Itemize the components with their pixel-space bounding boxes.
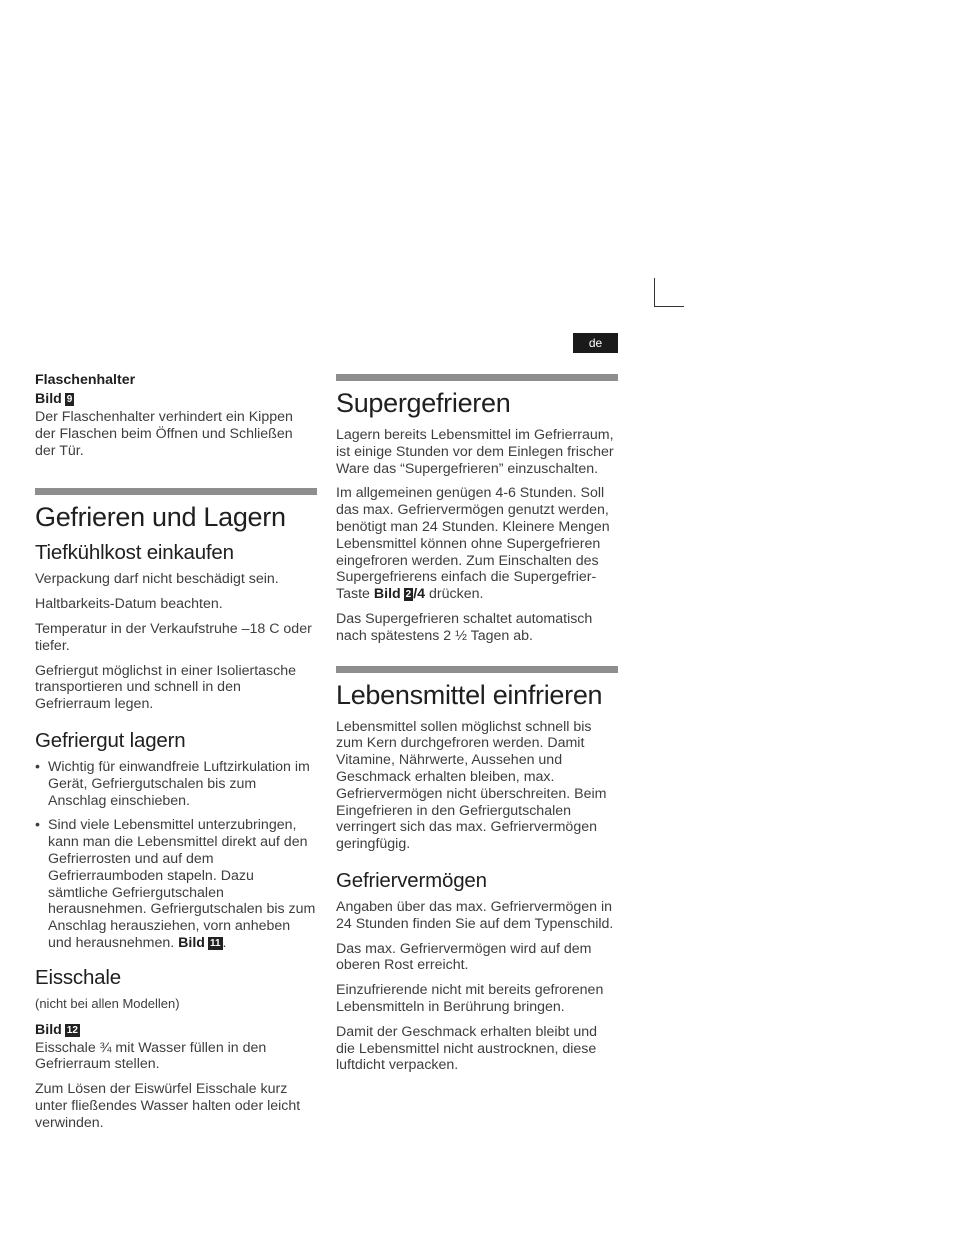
bullet-icon: •: [35, 817, 40, 834]
supergefrieren-p2: [336, 485, 618, 603]
gefriervermoegen-p2: Das max. Gefriervermögen wird auf dem oberen Rost erreicht.: [336, 940, 592, 974]
tiefkuehlkost-p2: Haltbarkeits-Datum beachten.: [35, 596, 223, 613]
figure-ref-suffix: /4: [413, 586, 426, 603]
tiefkuehlkost-p3: Temperatur in der Verkaufstruhe –18 C oder tiefer.: [35, 620, 312, 654]
subsection-title-eisschale: Eisschale: [35, 965, 121, 989]
supergefrieren-p3: Das Supergefrieren schaltet automatisch nach spätestens 2 ½ Tagen ab.: [336, 610, 593, 644]
eisschale-bild-ref: [35, 1021, 317, 1040]
subsection-title-tiefkuehlkost: Tiefkühlkost einkaufen: [35, 541, 234, 565]
list-item-text: Wichtig für einwandfreie Luftzirkulation im Gerät, Gefriergutschalen bis zum Anschlag einschieben.: [48, 758, 310, 809]
subsection-title-gefriervermoegen: Gefriervermögen: [336, 868, 487, 892]
supergefrieren-p1: Lagern bereits Lebensmittel im Gefrierraum, ist einige Stunden vor dem Einlegen frischer Ware das “Supergefrieren” einzuschalten.: [336, 427, 614, 477]
bild-label: Bild: [373, 586, 401, 603]
flaschenhalter-title: Flaschenhalter: [35, 372, 136, 388]
figure-number-badge: 2: [405, 589, 412, 601]
section-rule: [35, 488, 317, 495]
left-column: [35, 371, 317, 1140]
figure-number-badge: 11: [209, 937, 221, 949]
gefriervermoegen-p1: Angaben über das max. Gefriervermögen in 24 Stunden finden Sie auf dem Typenschild.: [336, 898, 614, 932]
language-tag: de: [573, 333, 618, 353]
section-title-supergefrieren: Supergefrieren: [336, 388, 511, 418]
eisschale-p2: Zum Lösen der Eiswürfel Eisschale kurz unter fließendes Wasser halten oder leicht verwinden.: [35, 1081, 301, 1131]
gefriergut-list: [35, 759, 317, 952]
flaschenhalter-bild-ref: [35, 390, 317, 409]
supergefrieren-p2-end: drücken.: [429, 586, 484, 603]
figure-number-badge: 12: [66, 1024, 78, 1036]
gefriervermoegen-p4: Damit der Geschmack erhalten bleibt und die Lebensmittel nicht austrocknen, diese luftdicht verpacken.: [336, 1023, 598, 1074]
crop-mark: [654, 278, 684, 307]
list-item: [35, 759, 317, 809]
list-item-text: Sind viele Lebensmittel unterzubringen, kann man die Lebensmittel direkt auf den Gefrierrosten und auf dem Gefrierraumboden stapeln. Dazu sämtliche Gefriergutschalen herausnehmen. Gefriergutschalen bis zum Anschlag herausziehen, vorn anheben und herausnehmen.: [48, 817, 316, 951]
tiefkuehlkost-p4: Gefriergut möglichst in einer Isoliertasche transportieren und schnell in den Gefrierraum legen.: [35, 662, 297, 713]
flaschenhalter-section: [35, 371, 317, 459]
tiefkuehlkost-p1: Verpackung darf nicht beschädigt sein.: [35, 571, 279, 588]
list-item: [35, 817, 317, 951]
bild-label: Bild: [178, 934, 205, 951]
bullet-icon: •: [35, 758, 40, 775]
section-rule: [336, 374, 618, 381]
bild-label: Bild: [35, 391, 62, 407]
einfrieren-p1: Lebensmittel sollen möglichst schnell bis zum Kern durchgefroren werden. Damit Vitamine, Nährwerte, Aussehen und Geschmack erhalten bleiben, max. Gefriervermögen nicht überschreiten. Beim Eingefrieren in den Gefriergutschalen verringert sich das max. Gefriervermögen geringfügig.: [336, 718, 607, 853]
supergefrieren-p2-text: Im allgemeinen genügen 4-6 Stunden. Soll das max. Gefriervermögen genutzt werden, benötigt man 24 Stunden. Kleinere Mengen Lebensmittel können ohne Supergefrieren eingefroren werden. Zum Einschalten des Supergefrierens einfach die Supergefrier-Taste: [336, 485, 610, 603]
section-title-gefrieren: Gefrieren und Lagern: [35, 502, 286, 533]
section-title-einfrieren: Lebensmittel einfrieren: [336, 679, 603, 710]
subsection-title-gefriergut: Gefriergut lagern: [35, 728, 186, 752]
eisschale-note: (nicht bei allen Modellen): [35, 995, 180, 1011]
gefriervermoegen-p3: Einzufrierende nicht mit bereits gefrorenen Lebensmitteln in Berührung bringen.: [336, 982, 604, 1015]
bild-label: Bild: [35, 1021, 62, 1038]
list-item-end: .: [222, 934, 227, 951]
figure-number-badge: 9: [66, 394, 73, 405]
flaschenhalter-text: Der Flaschenhalter verhindert ein Kippen der Flaschen beim Öffnen und Schließen der Tür.: [35, 409, 293, 459]
right-column: [336, 374, 618, 1082]
eisschale-p1: Eisschale ¾ mit Wasser füllen in den Gefrierraum stellen.: [35, 1039, 267, 1073]
section-rule: [336, 666, 618, 673]
